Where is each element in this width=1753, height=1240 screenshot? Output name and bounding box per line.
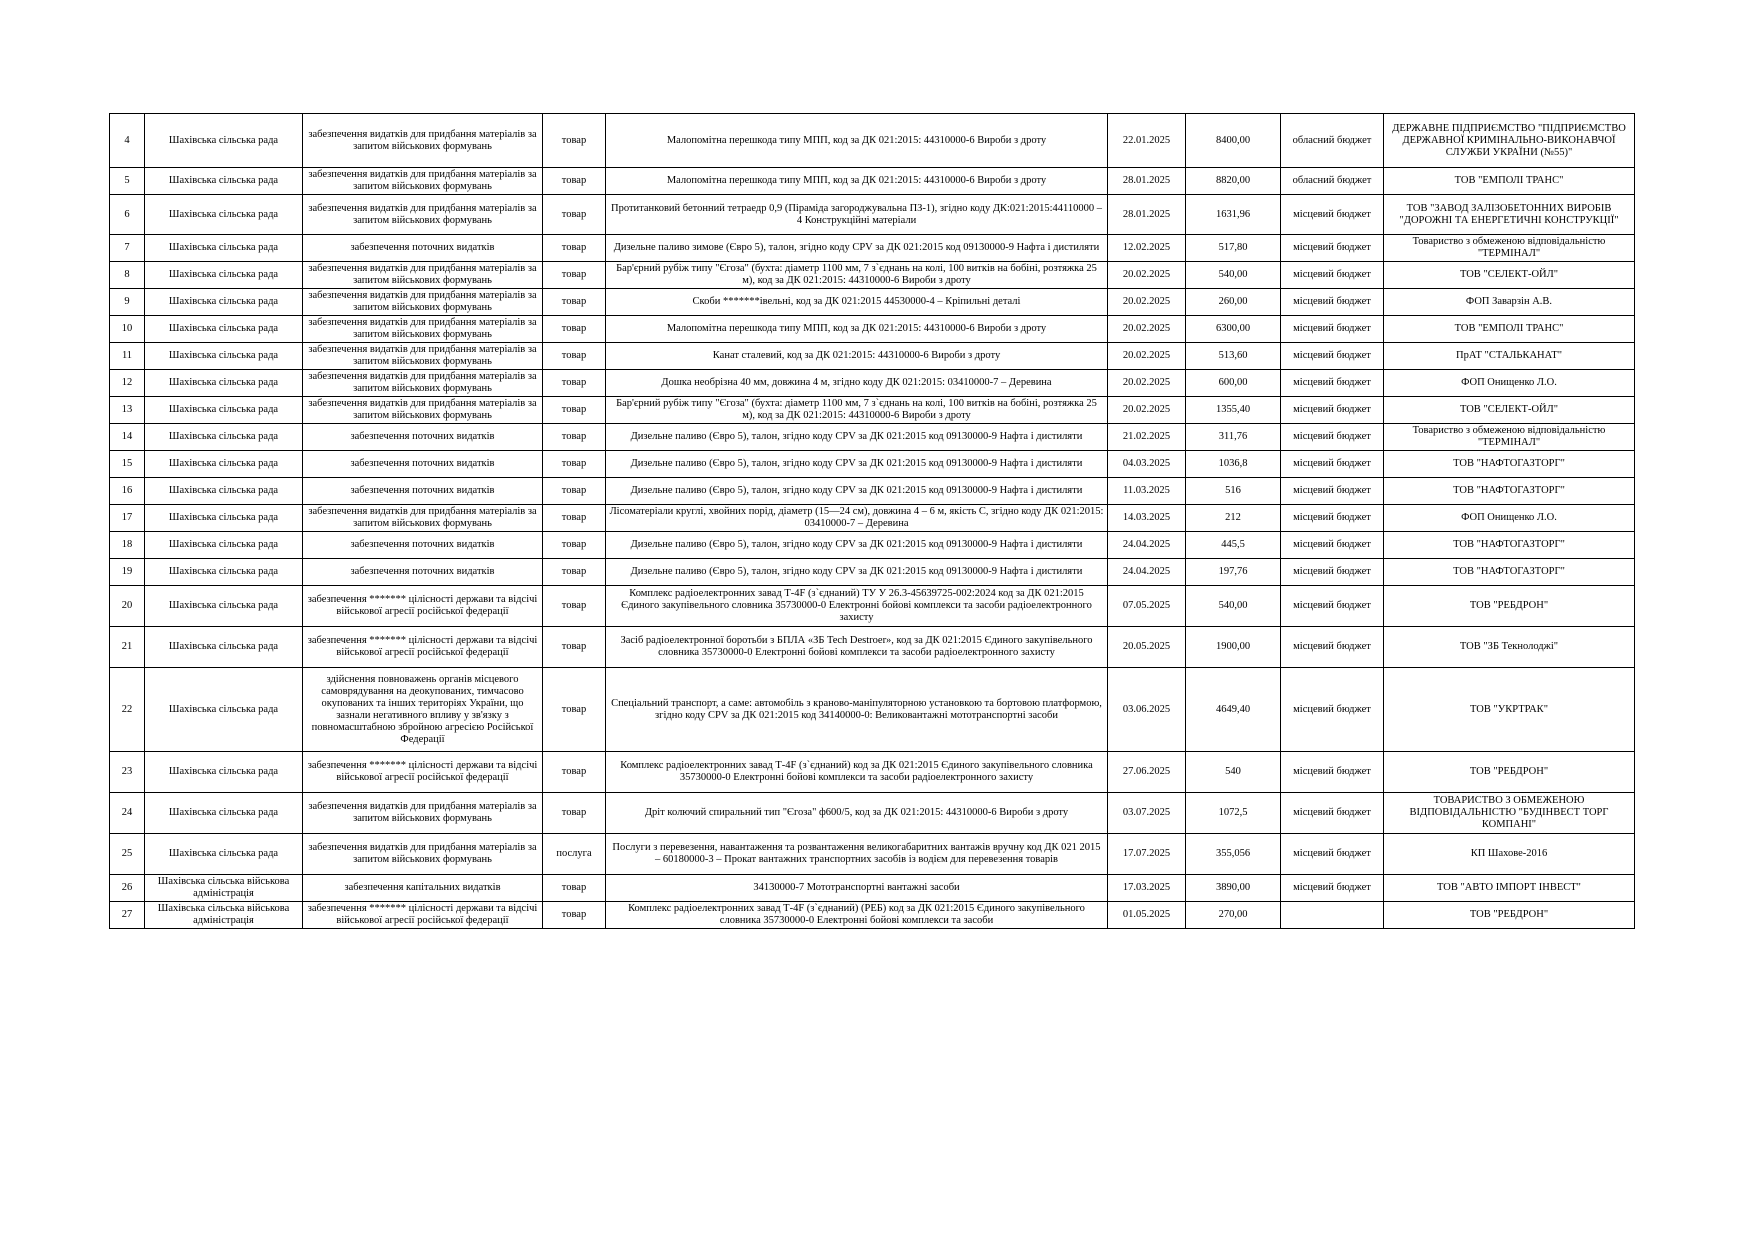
item-type-cell: товар [543, 343, 606, 370]
subject-cell: 34130000-7 Мототранспортні вантажні засоби [606, 875, 1108, 902]
subject-cell: Малопомітна перешкода типу МПП, код за ДК 021:2015: 44310000-6 Вироби з дроту [606, 114, 1108, 168]
amount-cell: 600,00 [1186, 370, 1281, 397]
purpose-cell: забезпечення видатків для придбання матеріалів за запитом військових формувань [303, 289, 543, 316]
purpose-cell: забезпечення видатків для придбання матеріалів за запитом військових формувань [303, 114, 543, 168]
budget-source-cell: обласний бюджет [1281, 114, 1384, 168]
purpose-cell: здійснення повноважень органів місцевого самоврядування на деокупованих, тимчасово окупованих та інших територіях України, що зазнали негативного впливу у зв'язку з повномасштабною збройною агресією Російської Федерації [303, 668, 543, 752]
purpose-cell: забезпечення ******* цілісності держави та відсічі військової агресії російської федерації [303, 902, 543, 929]
item-type-cell: товар [543, 168, 606, 195]
amount-cell: 311,76 [1186, 424, 1281, 451]
item-type-cell: товар [543, 559, 606, 586]
purpose-cell: забезпечення видатків для придбання матеріалів за запитом військових формувань [303, 370, 543, 397]
organization-cell: Шахівська сільська рада [145, 289, 303, 316]
budget-source-cell [1281, 902, 1384, 929]
row-number-cell: 24 [110, 793, 145, 834]
supplier-cell: ТОВ "ЗБ Текнолоджі" [1384, 627, 1635, 668]
budget-source-cell: обласний бюджет [1281, 168, 1384, 195]
budget-source-cell: місцевий бюджет [1281, 668, 1384, 752]
date-cell: 20.02.2025 [1108, 397, 1186, 424]
supplier-cell: ТОВ "НАФТОГАЗТОРГ" [1384, 478, 1635, 505]
organization-cell: Шахівська сільська військова адміністрація [145, 875, 303, 902]
item-type-cell: товар [543, 262, 606, 289]
subject-cell: Послуги з перевезення, навантаження та розвантаження великогабаритних вантажів вручну код ДК 021 2015 – 60180000-3 – Прокат вантажних транспортних засобів із водієм для перевезення товарів [606, 834, 1108, 875]
item-type-cell: товар [543, 478, 606, 505]
organization-cell: Шахівська сільська рада [145, 451, 303, 478]
table-row [110, 316, 1635, 343]
amount-cell: 260,00 [1186, 289, 1281, 316]
table-row [110, 834, 1635, 875]
budget-source-cell: місцевий бюджет [1281, 752, 1384, 793]
amount-cell: 540,00 [1186, 586, 1281, 627]
subject-cell: Бар'єрний рубіж типу "Єгоза" (бухта: діаметр 1100 мм, 7 з`єднань на колі, 100 витків на бобіні, розтяжка 25 м), код за ДК 021:2015: 44310000-6 Вироби з дроту [606, 397, 1108, 424]
amount-cell: 513,60 [1186, 343, 1281, 370]
supplier-cell: ТОВ "РЕБДРОН" [1384, 752, 1635, 793]
budget-source-cell: місцевий бюджет [1281, 370, 1384, 397]
date-cell: 07.05.2025 [1108, 586, 1186, 627]
budget-source-cell: місцевий бюджет [1281, 505, 1384, 532]
subject-cell: Засіб радіоелектронної боротьби з БПЛА «ЗБ Tech Destroer», код за ДК 021:2015 Єдиного закупівельного словника 35730000-0 Електронні бойові комплекси та засоби радіоелектронного захисту [606, 627, 1108, 668]
subject-cell: Дизельне паливо (Євро 5), талон, згідно коду CPV за ДК 021:2015 код 09130000-9 Нафта і дистиляти [606, 451, 1108, 478]
amount-cell: 212 [1186, 505, 1281, 532]
organization-cell: Шахівська сільська рада [145, 316, 303, 343]
date-cell: 20.02.2025 [1108, 343, 1186, 370]
item-type-cell: товар [543, 424, 606, 451]
purpose-cell: забезпечення поточних видатків [303, 478, 543, 505]
table-row [110, 793, 1635, 834]
subject-cell: Комплекс радіоелектронних завад Т-4F (з`єднаний) (РЕБ) код за ДК 021:2015 Єдиного закупівельного словника 35730000-0 Електронні бойові комплекси та засоби [606, 902, 1108, 929]
amount-cell: 540,00 [1186, 262, 1281, 289]
row-number-cell: 14 [110, 424, 145, 451]
row-number-cell: 17 [110, 505, 145, 532]
date-cell: 20.02.2025 [1108, 289, 1186, 316]
organization-cell: Шахівська сільська рада [145, 668, 303, 752]
budget-source-cell: місцевий бюджет [1281, 316, 1384, 343]
organization-cell: Шахівська сільська рада [145, 262, 303, 289]
purpose-cell: забезпечення видатків для придбання матеріалів за запитом військових формувань [303, 262, 543, 289]
supplier-cell: ТОВ "СЕЛЕКТ-ОЙЛ" [1384, 397, 1635, 424]
organization-cell: Шахівська сільська рада [145, 586, 303, 627]
purpose-cell: забезпечення видатків для придбання матеріалів за запитом військових формувань [303, 793, 543, 834]
row-number-cell: 22 [110, 668, 145, 752]
subject-cell: Дизельне паливо зимове (Євро 5), талон, згідно коду CPV за ДК 021:2015 код 09130000-9 Нафта і дистиляти [606, 235, 1108, 262]
item-type-cell: товар [543, 114, 606, 168]
amount-cell: 1355,40 [1186, 397, 1281, 424]
item-type-cell: товар [543, 289, 606, 316]
subject-cell: Канат сталевий, код за ДК 021:2015: 44310000-6 Вироби з дроту [606, 343, 1108, 370]
date-cell: 20.02.2025 [1108, 262, 1186, 289]
subject-cell: Комплекс радіоелектронних завад Т-4F (з`єднаний) код за ДК 021:2015 Єдиного закупівельного словника 35730000-0 Електронні бойові комплекси та засоби радіоелектронного захисту [606, 752, 1108, 793]
budget-source-cell: місцевий бюджет [1281, 532, 1384, 559]
table-body [110, 114, 1635, 929]
amount-cell: 6300,00 [1186, 316, 1281, 343]
organization-cell: Шахівська сільська рада [145, 370, 303, 397]
item-type-cell: товар [543, 627, 606, 668]
date-cell: 28.01.2025 [1108, 195, 1186, 235]
supplier-cell: ТОВ "РЕБДРОН" [1384, 586, 1635, 627]
item-type-cell: товар [543, 875, 606, 902]
purpose-cell: забезпечення поточних видатків [303, 235, 543, 262]
supplier-cell: ТОВ "ЕМПОЛІ ТРАНС" [1384, 316, 1635, 343]
supplier-cell: Товариство з обмеженою відповідальністю "ТЕРМІНАЛ" [1384, 424, 1635, 451]
supplier-cell: ТОВАРИСТВО З ОБМЕЖЕНОЮ ВІДПОВІДАЛЬНІСТЮ "БУДІНВЕСТ ТОРГ КОМПАНІ" [1384, 793, 1635, 834]
date-cell: 21.02.2025 [1108, 424, 1186, 451]
amount-cell: 355,056 [1186, 834, 1281, 875]
table-row [110, 875, 1635, 902]
table-row [110, 902, 1635, 929]
supplier-cell: ТОВ "РЕБДРОН" [1384, 902, 1635, 929]
budget-source-cell: місцевий бюджет [1281, 834, 1384, 875]
date-cell: 11.03.2025 [1108, 478, 1186, 505]
purpose-cell: забезпечення поточних видатків [303, 424, 543, 451]
row-number-cell: 19 [110, 559, 145, 586]
supplier-cell: ТОВ "НАФТОГАЗТОРГ" [1384, 451, 1635, 478]
purpose-cell: забезпечення видатків для придбання матеріалів за запитом військових формувань [303, 168, 543, 195]
subject-cell: Дизельне паливо (Євро 5), талон, згідно коду CPV за ДК 021:2015 код 09130000-9 Нафта і дистиляти [606, 559, 1108, 586]
amount-cell: 270,00 [1186, 902, 1281, 929]
item-type-cell: товар [543, 752, 606, 793]
table-row [110, 235, 1635, 262]
organization-cell: Шахівська сільська рада [145, 114, 303, 168]
row-number-cell: 12 [110, 370, 145, 397]
item-type-cell: товар [543, 793, 606, 834]
budget-source-cell: місцевий бюджет [1281, 451, 1384, 478]
table-row [110, 627, 1635, 668]
subject-cell: Спеціальний транспорт, а саме: автомобіль з краново-маніпуляторною установкою та бортовою платформою, згідно коду CPV за ДК 021:2015 код 34140000-0: Великовантажні мототранспортні засоби [606, 668, 1108, 752]
budget-source-cell: місцевий бюджет [1281, 793, 1384, 834]
purpose-cell: забезпечення ******* цілісності держави та відсічі військової агресії російської федерації [303, 752, 543, 793]
budget-source-cell: місцевий бюджет [1281, 195, 1384, 235]
supplier-cell: ТОВ "ЕМПОЛІ ТРАНС" [1384, 168, 1635, 195]
item-type-cell: товар [543, 370, 606, 397]
date-cell: 24.04.2025 [1108, 532, 1186, 559]
item-type-cell: товар [543, 902, 606, 929]
organization-cell: Шахівська сільська рада [145, 505, 303, 532]
row-number-cell: 21 [110, 627, 145, 668]
date-cell: 17.07.2025 [1108, 834, 1186, 875]
subject-cell: Скоби *******івельні, код за ДК 021:2015 44530000-4 – Кріпильні деталі [606, 289, 1108, 316]
subject-cell: Малопомітна перешкода типу МПП, код за ДК 021:2015: 44310000-6 Вироби з дроту [606, 316, 1108, 343]
row-number-cell: 5 [110, 168, 145, 195]
supplier-cell: ФОП Онищенко Л.О. [1384, 505, 1635, 532]
supplier-cell: КП Шахове-2016 [1384, 834, 1635, 875]
supplier-cell: ДЕРЖАВНЕ ПІДПРИЄМСТВО "ПІДПРИЄМСТВО ДЕРЖАВНОЇ КРИМІНАЛЬНО-ВИКОНАВЧОЇ СЛУЖБИ УКРАЇНИ (№55)" [1384, 114, 1635, 168]
date-cell: 28.01.2025 [1108, 168, 1186, 195]
amount-cell: 4649,40 [1186, 668, 1281, 752]
amount-cell: 8400,00 [1186, 114, 1281, 168]
supplier-cell: ТОВ "ЗАВОД ЗАЛІЗОБЕТОННИХ ВИРОБІВ "ДОРОЖНІ ТА ЕНЕРГЕТИЧНІ КОНСТРУКЦІЇ" [1384, 195, 1635, 235]
procurement-register [109, 113, 1634, 929]
row-number-cell: 23 [110, 752, 145, 793]
table-row [110, 262, 1635, 289]
supplier-cell: ФОП Заварзін А.В. [1384, 289, 1635, 316]
row-number-cell: 16 [110, 478, 145, 505]
organization-cell: Шахівська сільська рада [145, 834, 303, 875]
row-number-cell: 6 [110, 195, 145, 235]
supplier-cell: ТОВ "УКРТРАК" [1384, 668, 1635, 752]
organization-cell: Шахівська сільська рада [145, 168, 303, 195]
budget-source-cell: місцевий бюджет [1281, 235, 1384, 262]
amount-cell: 1631,96 [1186, 195, 1281, 235]
table-row [110, 114, 1635, 168]
budget-source-cell: місцевий бюджет [1281, 289, 1384, 316]
purpose-cell: забезпечення поточних видатків [303, 451, 543, 478]
item-type-cell: товар [543, 195, 606, 235]
item-type-cell: товар [543, 532, 606, 559]
organization-cell: Шахівська сільська рада [145, 195, 303, 235]
organization-cell: Шахівська сільська рада [145, 532, 303, 559]
organization-cell: Шахівська сільська рада [145, 793, 303, 834]
row-number-cell: 26 [110, 875, 145, 902]
purpose-cell: забезпечення видатків для придбання матеріалів за запитом військових формувань [303, 195, 543, 235]
date-cell: 27.06.2025 [1108, 752, 1186, 793]
subject-cell: Дріт колючий спиральний тип "Єгоза" ф600/5, код за ДК 021:2015: 44310000-6 Вироби з дроту [606, 793, 1108, 834]
item-type-cell: товар [543, 316, 606, 343]
row-number-cell: 27 [110, 902, 145, 929]
date-cell: 12.02.2025 [1108, 235, 1186, 262]
organization-cell: Шахівська сільська рада [145, 343, 303, 370]
date-cell: 03.06.2025 [1108, 668, 1186, 752]
organization-cell: Шахівська сільська рада [145, 424, 303, 451]
supplier-cell: ТОВ "СЕЛЕКТ-ОЙЛ" [1384, 262, 1635, 289]
table-row [110, 397, 1635, 424]
table-row [110, 343, 1635, 370]
table-row [110, 532, 1635, 559]
amount-cell: 197,76 [1186, 559, 1281, 586]
supplier-cell: ПрАТ "СТАЛЬКАНАТ" [1384, 343, 1635, 370]
table-row [110, 478, 1635, 505]
item-type-cell: товар [543, 505, 606, 532]
amount-cell: 1072,5 [1186, 793, 1281, 834]
table-row [110, 668, 1635, 752]
subject-cell: Комплекс радіоелектронних завад Т-4F (з`єднаний) ТУ У 26.3-45639725-002:2024 код за ДК 021:2015 Єдиного закупівельного словника 35730000-0 Електронні бойові комплекси та засоби радіоелектронного захисту [606, 586, 1108, 627]
row-number-cell: 9 [110, 289, 145, 316]
date-cell: 20.02.2025 [1108, 370, 1186, 397]
date-cell: 22.01.2025 [1108, 114, 1186, 168]
supplier-cell: ТОВ "АВТО ІМПОРТ ІНВЕСТ" [1384, 875, 1635, 902]
table-row [110, 195, 1635, 235]
table-row [110, 586, 1635, 627]
purpose-cell: забезпечення ******* цілісності держави та відсічі військової агресії російської федерації [303, 586, 543, 627]
date-cell: 17.03.2025 [1108, 875, 1186, 902]
amount-cell: 1036,8 [1186, 451, 1281, 478]
row-number-cell: 8 [110, 262, 145, 289]
amount-cell: 8820,00 [1186, 168, 1281, 195]
amount-cell: 516 [1186, 478, 1281, 505]
subject-cell: Дизельне паливо (Євро 5), талон, згідно коду CPV за ДК 021:2015 код 09130000-9 Нафта і дистиляти [606, 478, 1108, 505]
date-cell: 24.04.2025 [1108, 559, 1186, 586]
procurement-table [109, 113, 1635, 929]
supplier-cell: ТОВ "НАФТОГАЗТОРГ" [1384, 532, 1635, 559]
table-row [110, 752, 1635, 793]
table-row [110, 559, 1635, 586]
purpose-cell: забезпечення видатків для придбання матеріалів за запитом військових формувань [303, 834, 543, 875]
purpose-cell: забезпечення поточних видатків [303, 559, 543, 586]
supplier-cell: ФОП Онищенко Л.О. [1384, 370, 1635, 397]
organization-cell: Шахівська сільська рада [145, 235, 303, 262]
subject-cell: Дизельне паливо (Євро 5), талон, згідно коду CPV за ДК 021:2015 код 09130000-9 Нафта і дистиляти [606, 532, 1108, 559]
purpose-cell: забезпечення видатків для придбання матеріалів за запитом військових формувань [303, 316, 543, 343]
budget-source-cell: місцевий бюджет [1281, 397, 1384, 424]
item-type-cell: товар [543, 586, 606, 627]
subject-cell: Дизельне паливо (Євро 5), талон, згідно коду CPV за ДК 021:2015 код 09130000-9 Нафта і дистиляти [606, 424, 1108, 451]
date-cell: 04.03.2025 [1108, 451, 1186, 478]
purpose-cell: забезпечення поточних видатків [303, 532, 543, 559]
organization-cell: Шахівська сільська рада [145, 752, 303, 793]
budget-source-cell: місцевий бюджет [1281, 424, 1384, 451]
date-cell: 01.05.2025 [1108, 902, 1186, 929]
subject-cell: Протитанковий бетонний тетраедр 0,9 (Піраміда загороджувальна ПЗ-1), згідно коду ДК:021:2015:44110000 – 4 Конструкційні матеріали [606, 195, 1108, 235]
row-number-cell: 15 [110, 451, 145, 478]
item-type-cell: товар [543, 451, 606, 478]
table-row [110, 370, 1635, 397]
budget-source-cell: місцевий бюджет [1281, 559, 1384, 586]
row-number-cell: 7 [110, 235, 145, 262]
table-row [110, 451, 1635, 478]
organization-cell: Шахівська сільська рада [145, 478, 303, 505]
organization-cell: Шахівська сільська військова адміністрація [145, 902, 303, 929]
row-number-cell: 10 [110, 316, 145, 343]
supplier-cell: ТОВ "НАФТОГАЗТОРГ" [1384, 559, 1635, 586]
amount-cell: 540 [1186, 752, 1281, 793]
organization-cell: Шахівська сільська рада [145, 627, 303, 668]
budget-source-cell: місцевий бюджет [1281, 875, 1384, 902]
subject-cell: Малопомітна перешкода типу МПП, код за ДК 021:2015: 44310000-6 Вироби з дроту [606, 168, 1108, 195]
row-number-cell: 25 [110, 834, 145, 875]
budget-source-cell: місцевий бюджет [1281, 586, 1384, 627]
amount-cell: 1900,00 [1186, 627, 1281, 668]
item-type-cell: товар [543, 397, 606, 424]
row-number-cell: 11 [110, 343, 145, 370]
amount-cell: 3890,00 [1186, 875, 1281, 902]
purpose-cell: забезпечення видатків для придбання матеріалів за запитом військових формувань [303, 505, 543, 532]
purpose-cell: забезпечення видатків для придбання матеріалів за запитом військових формувань [303, 343, 543, 370]
table-row [110, 289, 1635, 316]
subject-cell: Дошка необрізна 40 мм, довжина 4 м, згідно коду ДК 021:2015: 03410000-7 – Деревина [606, 370, 1108, 397]
amount-cell: 517,80 [1186, 235, 1281, 262]
budget-source-cell: місцевий бюджет [1281, 627, 1384, 668]
row-number-cell: 4 [110, 114, 145, 168]
purpose-cell: забезпечення видатків для придбання матеріалів за запитом військових формувань [303, 397, 543, 424]
table-row [110, 505, 1635, 532]
row-number-cell: 20 [110, 586, 145, 627]
item-type-cell: послуга [543, 834, 606, 875]
subject-cell: Лісоматеріали круглі, хвойних порід, діаметр (15—24 см), довжина 4 – 6 м, якість С, згідно коду ДК 021:2015: 03410000-7 – Деревина [606, 505, 1108, 532]
table-row [110, 424, 1635, 451]
item-type-cell: товар [543, 668, 606, 752]
budget-source-cell: місцевий бюджет [1281, 478, 1384, 505]
purpose-cell: забезпечення ******* цілісності держави та відсічі військової агресії російської федерації [303, 627, 543, 668]
purpose-cell: забезпечення капітальних видатків [303, 875, 543, 902]
row-number-cell: 18 [110, 532, 145, 559]
date-cell: 20.05.2025 [1108, 627, 1186, 668]
date-cell: 20.02.2025 [1108, 316, 1186, 343]
organization-cell: Шахівська сільська рада [145, 559, 303, 586]
row-number-cell: 13 [110, 397, 145, 424]
supplier-cell: Товариство з обмеженою відповідальністю "ТЕРМІНАЛ" [1384, 235, 1635, 262]
organization-cell: Шахівська сільська рада [145, 397, 303, 424]
table-row [110, 168, 1635, 195]
date-cell: 14.03.2025 [1108, 505, 1186, 532]
subject-cell: Бар'єрний рубіж типу "Єгоза" (бухта: діаметр 1100 мм, 7 з`єднань на колі, 100 витків на бобіні, розтяжка 25 м), код за ДК 021:2015: 44310000-6 Вироби з дроту [606, 262, 1108, 289]
item-type-cell: товар [543, 235, 606, 262]
budget-source-cell: місцевий бюджет [1281, 262, 1384, 289]
date-cell: 03.07.2025 [1108, 793, 1186, 834]
budget-source-cell: місцевий бюджет [1281, 343, 1384, 370]
amount-cell: 445,5 [1186, 532, 1281, 559]
